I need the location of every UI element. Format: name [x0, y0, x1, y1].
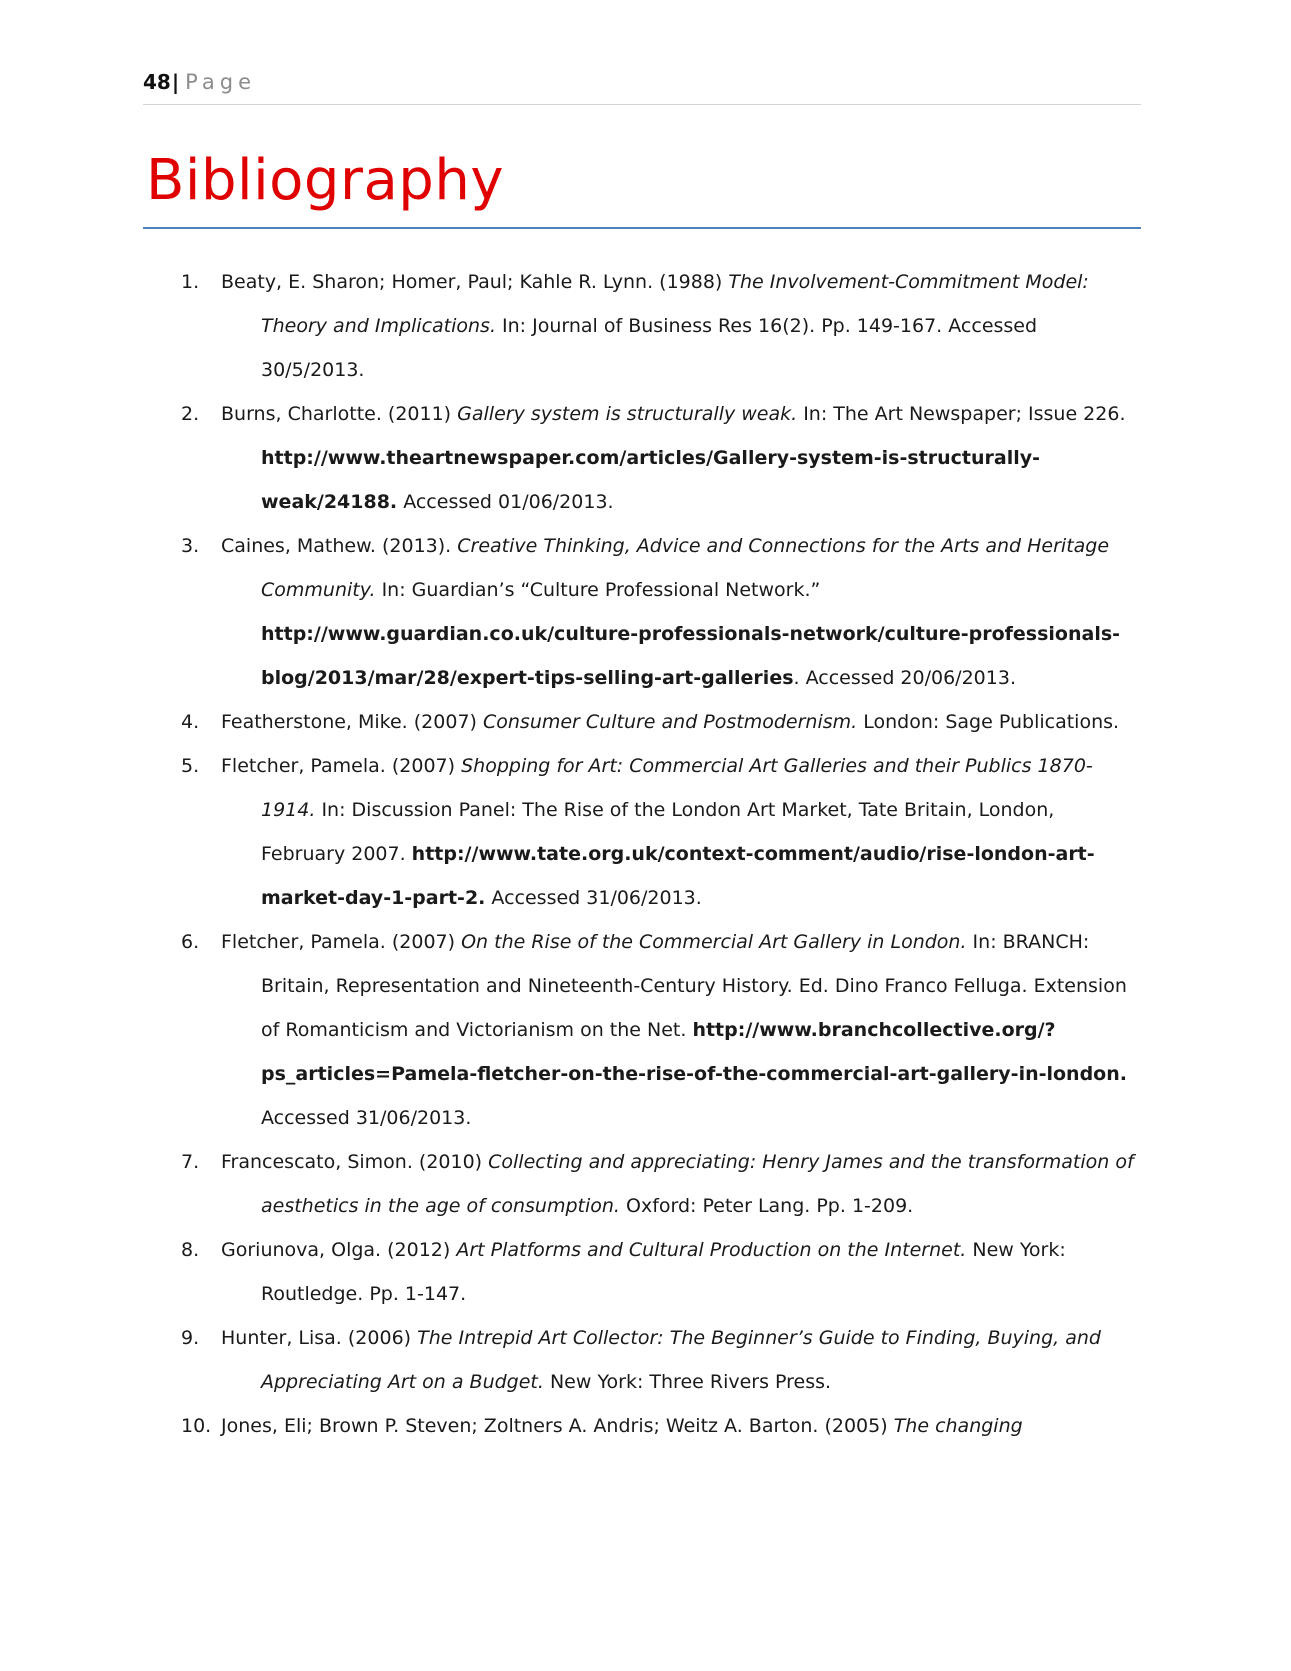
entry-number: 5.	[181, 755, 200, 777]
entry-authors: Jones, Eli; Brown P. Steven; Zoltners A. Andris; Weitz A. Barton. (2005)	[221, 1415, 894, 1437]
entry-authors: Featherstone, Mike. (2007)	[221, 711, 483, 733]
entry-url-link[interactable]: http://www.theartnewspaper.com/articles/Gallery-system-is-structurally-weak/24188.	[261, 447, 1040, 513]
page-separator: |	[171, 70, 180, 94]
bibliography-entry	[181, 392, 1141, 524]
entry-work-title: Collecting and appreciating: Henry James and the transformation of aesthetics in the age of consumption.	[261, 1151, 1134, 1217]
entry-authors: Caines, Mathew. (2013).	[221, 535, 458, 557]
entry-work-title: Art Platforms and Cultural Production on the Internet.	[456, 1239, 967, 1261]
entry-number: 6.	[181, 931, 200, 953]
bibliography-entry	[181, 1404, 1141, 1448]
entry-work-title: Consumer Culture and Postmodernism.	[482, 711, 858, 733]
bibliography-entry	[181, 524, 1141, 700]
entry-authors: Francescato, Simon. (2010)	[221, 1151, 489, 1173]
bibliography-list	[181, 260, 1141, 1448]
entry-number: 9.	[181, 1327, 200, 1349]
bibliography-entry	[181, 920, 1141, 1140]
entry-work-title: The Involvement-Commitment Model: Theory and Implications.	[261, 271, 1089, 337]
entry-details: In: Journal of Business Res 16(2). Pp. 149-167. Accessed 30/5/2013.	[261, 315, 1038, 381]
entry-details: In: The Art Newspaper; Issue 226.	[797, 403, 1126, 425]
entry-work-title: Shopping for Art: Commercial Art Galleries and their Publics 1870-1914.	[261, 755, 1093, 821]
entry-url-link[interactable]: http://www.guardian.co.uk/culture-professionals-network/culture-professionals-blog/2013/mar/28/expert-tips-selling-art-galleries	[261, 623, 1121, 689]
bibliography-entry	[181, 1140, 1141, 1228]
entry-accessed: Accessed 01/06/2013.	[397, 491, 614, 513]
entry-number: 3.	[181, 535, 200, 557]
entry-number: 10.	[181, 1415, 212, 1437]
entry-url-link[interactable]: http://www.tate.org.uk/context-comment/audio/rise-london-art-market-day-1-part-2.	[261, 843, 1095, 909]
entry-details: In: Guardian’s “Culture Professional Network.”	[375, 579, 821, 601]
entry-details: London: Sage Publications.	[857, 711, 1120, 733]
bibliography-entry	[181, 260, 1141, 392]
bibliography-entry	[181, 1316, 1141, 1404]
entry-details: In: BRANCH: Britain, Representation and Nineteenth-Century History. Ed. Dino Franco Felluga. Extension of Romanticism and Victorianism on the Net.	[261, 931, 1127, 1041]
entry-authors: Burns, Charlotte. (2011)	[221, 403, 458, 425]
entry-details: In: Discussion Panel: The Rise of the London Art Market, Tate Britain, London, February 2007.	[261, 799, 1055, 865]
page-header	[143, 70, 1141, 105]
entry-details: New York: Three Rivers Press.	[543, 1371, 832, 1393]
bibliography-entry	[181, 700, 1141, 744]
entry-authors: Fletcher, Pamela. (2007)	[221, 931, 462, 953]
entry-accessed: Accessed 31/06/2013.	[485, 887, 702, 909]
entry-number: 4.	[181, 711, 200, 733]
entry-details: New York: Routledge. Pp. 1-147.	[261, 1239, 1066, 1305]
bibliography-entry	[181, 744, 1141, 920]
entry-authors: Hunter, Lisa. (2006)	[221, 1327, 418, 1349]
entry-number: 7.	[181, 1151, 200, 1173]
entry-accessed: Accessed 31/06/2013.	[261, 1107, 472, 1129]
page-word: Page	[185, 70, 256, 94]
bibliography-entry	[181, 1228, 1141, 1316]
entry-work-title: Creative Thinking, Advice and Connections for the Arts and Heritage Community.	[261, 535, 1110, 601]
entry-authors: Beaty, E. Sharon; Homer, Paul; Kahle R. Lynn. (1988)	[221, 271, 729, 293]
entry-number: 8.	[181, 1239, 200, 1261]
entry-details: Oxford: Peter Lang. Pp. 1-209.	[619, 1195, 914, 1217]
page-number: 48	[143, 70, 171, 94]
entry-number: 2.	[181, 403, 200, 425]
page-title: Bibliography	[146, 148, 504, 213]
entry-url-link[interactable]: http://www.branchcollective.org/?ps_articles=Pamela-fletcher-on-the-rise-of-the-commercial-art-gallery-in-london.	[261, 1019, 1127, 1085]
entry-work-title: The Intrepid Art Collector: The Beginner’s Guide to Finding, Buying, and Appreciating Art on a Budget.	[261, 1327, 1101, 1393]
entry-work-title: The changing	[893, 1415, 1023, 1437]
entry-authors: Fletcher, Pamela. (2007)	[221, 755, 462, 777]
entry-accessed: . Accessed 20/06/2013.	[793, 667, 1016, 689]
entry-number: 1.	[181, 271, 200, 293]
entry-authors: Goriunova, Olga. (2012)	[221, 1239, 457, 1261]
title-underline	[143, 227, 1141, 229]
entry-work-title: Gallery system is structurally weak.	[457, 403, 798, 425]
entry-work-title: On the Rise of the Commercial Art Gallery in London.	[461, 931, 967, 953]
